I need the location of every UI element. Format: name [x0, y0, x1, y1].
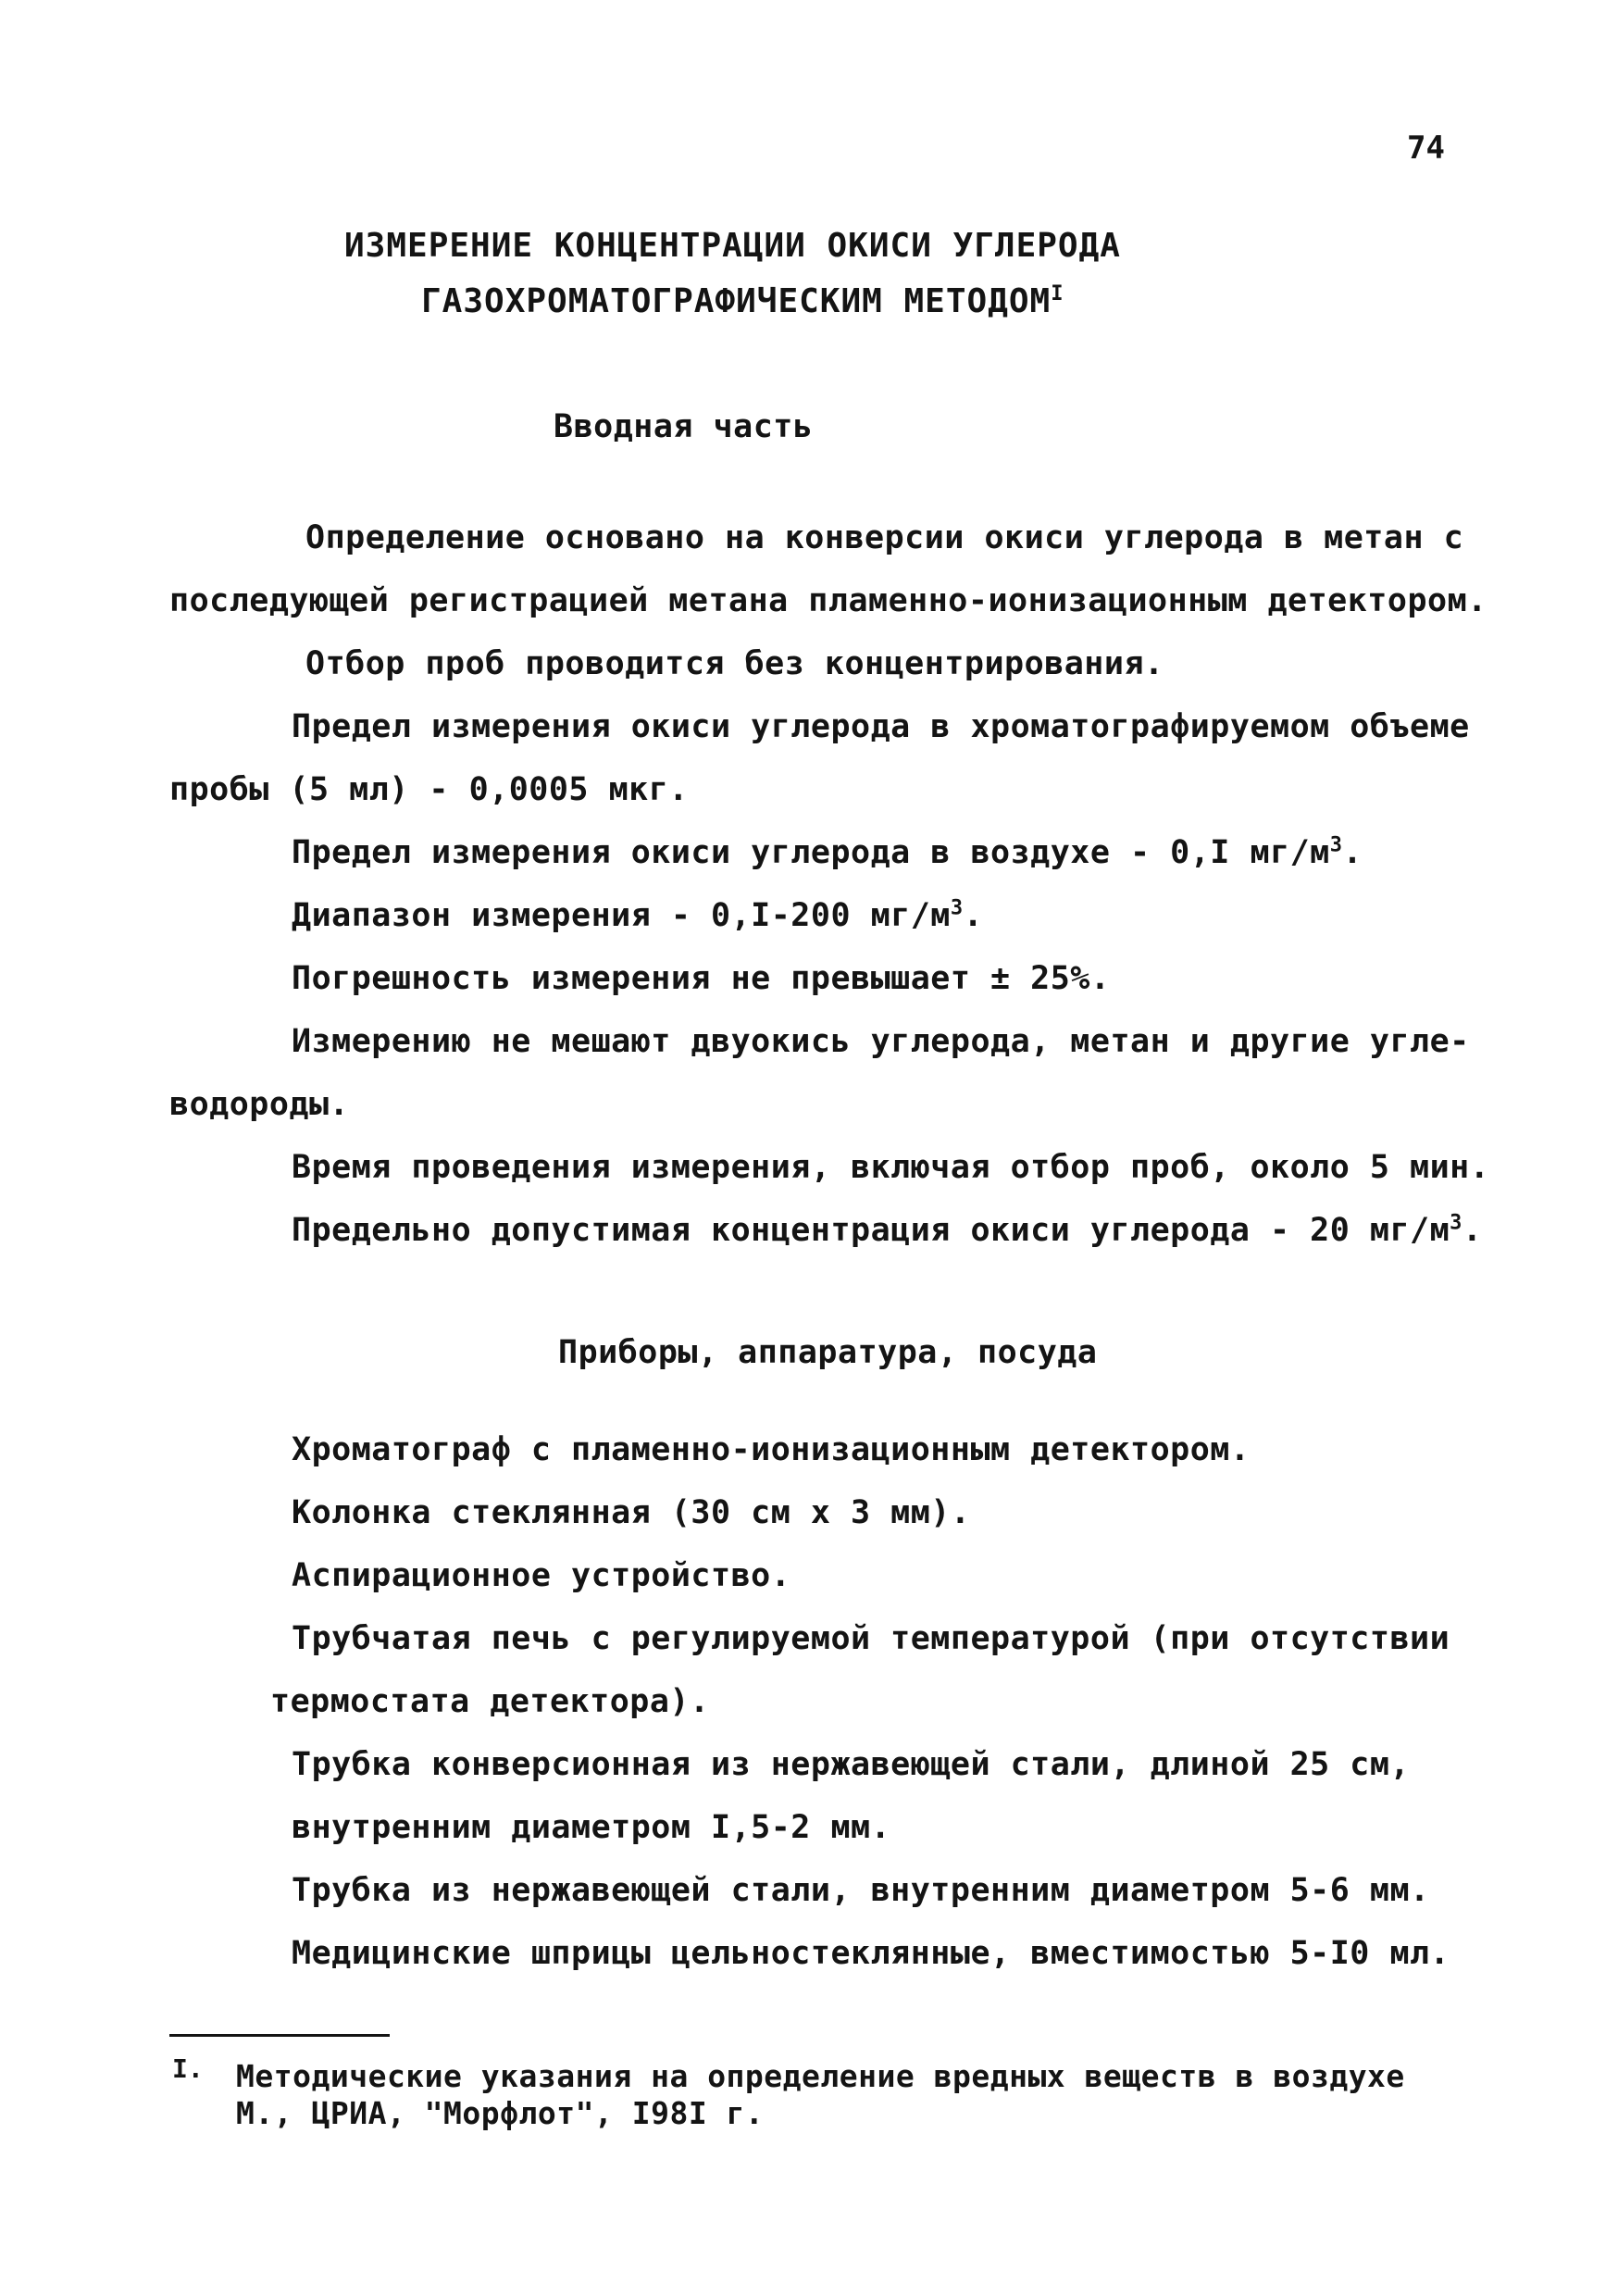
title-line-2-text: ГАЗОХРОМАТОГРАФИЧЕСКИМ МЕТОДОМ	[421, 282, 1052, 320]
equipment-line: Трубка конверсионная из нержавеющей стали, длиной 25 см,	[292, 1746, 1411, 1783]
footnote-line-2: М., ЦРИА, "Морфлот", I98I г.	[236, 2095, 765, 2131]
interference-line-1: Измерению не мешают двуокись углерода, метан и другие угле-	[292, 1023, 1470, 1060]
range-end: .	[963, 897, 984, 934]
page-number: 74	[1407, 130, 1445, 167]
interference-line-2: водороды.	[169, 1086, 350, 1123]
paragraph-line: Предел измерения окиси углерода в хроматографируемом объеме	[292, 708, 1470, 745]
section-heading-equipment: Приборы, аппаратура, посуда	[558, 1334, 1098, 1371]
section-heading-intro: Вводная часть	[554, 408, 814, 445]
error-line: Погрешность измерения не превышает ± 25%.	[292, 960, 1111, 997]
range-text: Диапазон измерения - 0,I-200 мг/м	[292, 897, 951, 934]
equipment-line: Аспирационное устройство.	[292, 1557, 791, 1594]
paragraph-line: последующей регистрацией метана пламенно-ионизационным детектором.	[169, 582, 1487, 619]
title-line-2	[421, 282, 1064, 321]
equipment-line: Колонка стеклянная (30 см х 3 мм).	[292, 1494, 971, 1531]
mpc-end: .	[1462, 1212, 1483, 1249]
footnote-mark: I.	[172, 2053, 204, 2084]
mpc-sup: 3	[1450, 1211, 1462, 1235]
equipment-line: внутренним диаметром I,5-2 мм.	[292, 1809, 891, 1846]
limit-air-line	[292, 833, 1363, 872]
paragraph-line: Определение основано на конверсии окиси углерода в метан с	[305, 519, 1464, 556]
limit-air-sup: 3	[1329, 833, 1343, 857]
limit-air-text: Предел измерения окиси углерода в воздухе - 0,I мг/м	[292, 834, 1330, 871]
title-footnote-ref: I	[1051, 282, 1064, 306]
equipment-line: термостата детектора).	[270, 1683, 710, 1720]
title-line-1: ИЗМЕРЕНИЕ КОНЦЕНТРАЦИИ ОКИСИ УГЛЕРОДА	[344, 227, 1121, 265]
equipment-line: Трубка из нержавеющей стали, внутренним диаметром 5-6 мм.	[292, 1872, 1430, 1909]
mpc-text: Предельно допустимая концентрация окиси углерода - 20 мг/м	[292, 1212, 1450, 1249]
equipment-line: Хроматограф с пламенно-ионизационным детектором.	[292, 1431, 1251, 1468]
equipment-line: Трубчатая печь с регулируемой температурой (при отсутствии	[292, 1620, 1450, 1657]
paragraph-line: Отбор проб проводится без концентрирования.	[305, 645, 1164, 682]
mpc-line	[292, 1211, 1483, 1250]
range-line	[292, 896, 983, 935]
time-line: Время проведения измерения, включая отбор проб, около 5 мин.	[292, 1149, 1490, 1186]
paragraph-line: пробы (5 мл) - 0,0005 мкг.	[169, 771, 689, 808]
footnote-separator	[169, 2034, 390, 2037]
range-sup: 3	[950, 896, 964, 920]
footnote-line-1: Методические указания на определение вредных веществ в воздухе	[236, 2058, 1405, 2094]
limit-air-end: .	[1342, 834, 1363, 871]
equipment-line: Медицинские шприцы цельностеклянные, вместимостью 5-I0 мл.	[292, 1935, 1450, 1972]
